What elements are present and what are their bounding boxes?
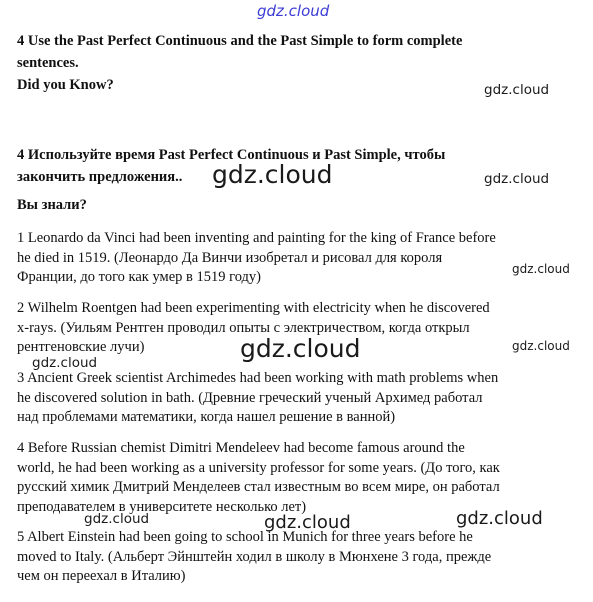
task-title-line-1: 4 Use the Past Perfect Continuous and the Past Simple to form complete [17, 33, 463, 49]
sentence-item-3 [17, 369, 585, 428]
item-4-line-1: 4 Before Russian chemist Dimitri Mendeleev had become famous around the [17, 440, 465, 456]
task-title-line-2: sentences. [17, 55, 79, 71]
item-1-line-3: Франции, до того как умер в 1519 году) [17, 269, 261, 285]
item-5-line-1: 5 Albert Einstein had been going to school in Munich for three years before he [17, 529, 473, 545]
sentence-item-4 [17, 439, 585, 517]
item-2-line-1: 2 Wilhelm Roentgen had been experimenting with electricity when he discovered [17, 300, 490, 316]
watermark-6: gdz.cloud [84, 511, 150, 527]
sentence-item-5 [17, 528, 585, 587]
item-3-line-2: he discovered solution in bath. (Древние греческий ученый Архимед работал [17, 389, 483, 406]
task-subtitle-ru: Вы знали? [17, 197, 87, 213]
item-3-line-3: над проблемами математики, когда нашел решение в ванной) [17, 409, 396, 425]
task-title-ru-line-2: закончить предложения.. [17, 169, 183, 185]
item-2-line-3: рентгеновские лучи) [17, 339, 145, 355]
watermark-2: gdz.cloud [484, 171, 550, 187]
watermark-large-1: gdz.cloud [212, 160, 333, 189]
item-1-line-1: 1 Leonardo da Vinci had been inventing and painting for the king of France before [17, 230, 496, 246]
watermark-top: gdz.cloud [257, 2, 330, 20]
item-4-line-2: world, he had been working as a university professor for some years. (До того, как [17, 459, 500, 476]
task-subtitle: Did you Know? [17, 77, 114, 93]
item-2-line-2: x-rays. (Уильям Рентген проводил опыты с электричеством, когда открыл [17, 319, 470, 336]
item-1-line-2: he died in 1519. (Леонардо Да Винчи изобретал и рисовал для короля [17, 249, 443, 266]
watermark-large-2: gdz.cloud [240, 334, 361, 363]
item-5-line-2: moved to Italy. (Альберт Эйнштейн ходил в школу в Мюнхене 3 года, прежде [17, 548, 492, 565]
item-4-line-4: преподавателем в университете несколько лет) [17, 498, 307, 515]
item-4-line-3: русский химик Дмитрий Менделеев стал известным во всем мире, он работал [17, 479, 500, 495]
item-5-line-3: чем он переехал в Италию) [17, 568, 186, 584]
watermark-4: gdz.cloud [512, 339, 570, 353]
watermark-8: gdz.cloud [456, 508, 543, 529]
watermark-1: gdz.cloud [484, 82, 550, 98]
watermark-3: gdz.cloud [512, 262, 570, 276]
task-title-ru-line-1: 4 Используйте время Past Perfect Continuous и Past Simple, чтобы [17, 147, 446, 163]
item-3-line-1: 3 Ancient Greek scientist Archimedes had been working with math problems when [17, 370, 499, 386]
sentence-item-1 [17, 229, 585, 288]
watermark-7: gdz.cloud [264, 512, 351, 533]
watermark-5: gdz.cloud [32, 355, 98, 371]
